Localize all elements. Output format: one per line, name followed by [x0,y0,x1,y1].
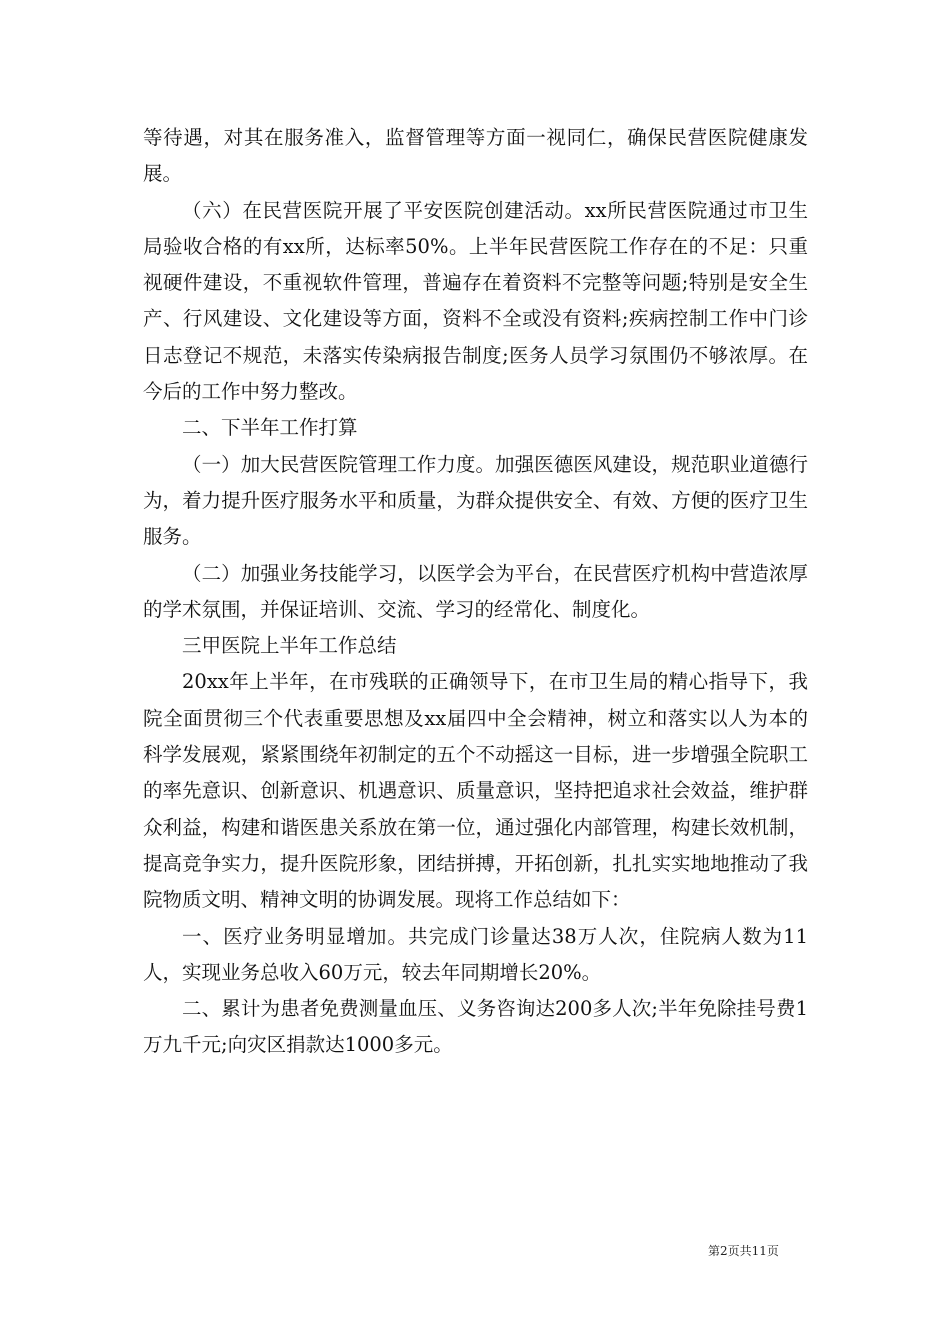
paragraph: 等待遇，对其在服务准入，监督管理等方面一视同仁，确保民营医院健康发展。 [143,126,808,186]
page-number-footer: 第2页共11页 [708,1244,779,1258]
paragraph: 一、医疗业务明显增加。共完成门诊量达38万人次，住院病人数为11人，实现业务总收入60万元，较去年同期增长20%。 [143,924,808,984]
paragraph: 20xx年上半年，在市残联的正确领导下，在市卫生局的精心指导下，我院全面贯彻三个代表重要思想及xx届四中全会精神，树立和落实以人为本的科学发展观，紧紧围绕年初制定的五个不动摇这一目标，进一步增强全院职工的率先意识、创新意识、机遇意识、质量意识，坚持把追求社会效益，维护群众利益，构建和谐医患关系放在第一位，通过强化内部管理，构建长效机制，提高竞争实力，提升医院形象，团结拼搏，开拓创新，扎扎实实地地推动了我院物质文明、精神文明的协调发展。现将工作总结如下： [143,670,808,912]
document-title: 三甲医院上半年工作总结 [182,634,397,658]
section-heading: 二、下半年工作打算 [182,416,358,440]
paragraph: （六）在民营医院开展了平安医院创建活动。xx所民营医院通过市卫生局验收合格的有xx所，达标率50%。上半年民营医院工作存在的不足：只重视硬件建设，不重视软件管理，普遍存在着资料不完整等问题;特别是安全生产、行风建设、文化建设等方面，资料不全或没有资料;疾病控制工作中门诊日志登记不规范，未落实传染病报告制度;医务人员学习氛围仍不够浓厚。在今后的工作中努力整改。 [143,198,808,404]
paragraph: （一）加大民营医院管理工作力度。加强医德医风建设，规范职业道德行为，着力提升医疗服务水平和质量，为群众提供安全、有效、方便的医疗卫生服务。 [143,452,808,549]
paragraph: 二、累计为患者免费测量血压、义务咨询达200多人次;半年免除挂号费1万九千元;向灾区捐款达1000多元。 [143,997,808,1057]
paragraph: （二）加强业务技能学习，以医学会为平台，在民营医疗机构中营造浓厚的学术氛围，并保证培训、交流、学习的经常化、制度化。 [143,561,808,621]
body-text [143,120,808,1064]
